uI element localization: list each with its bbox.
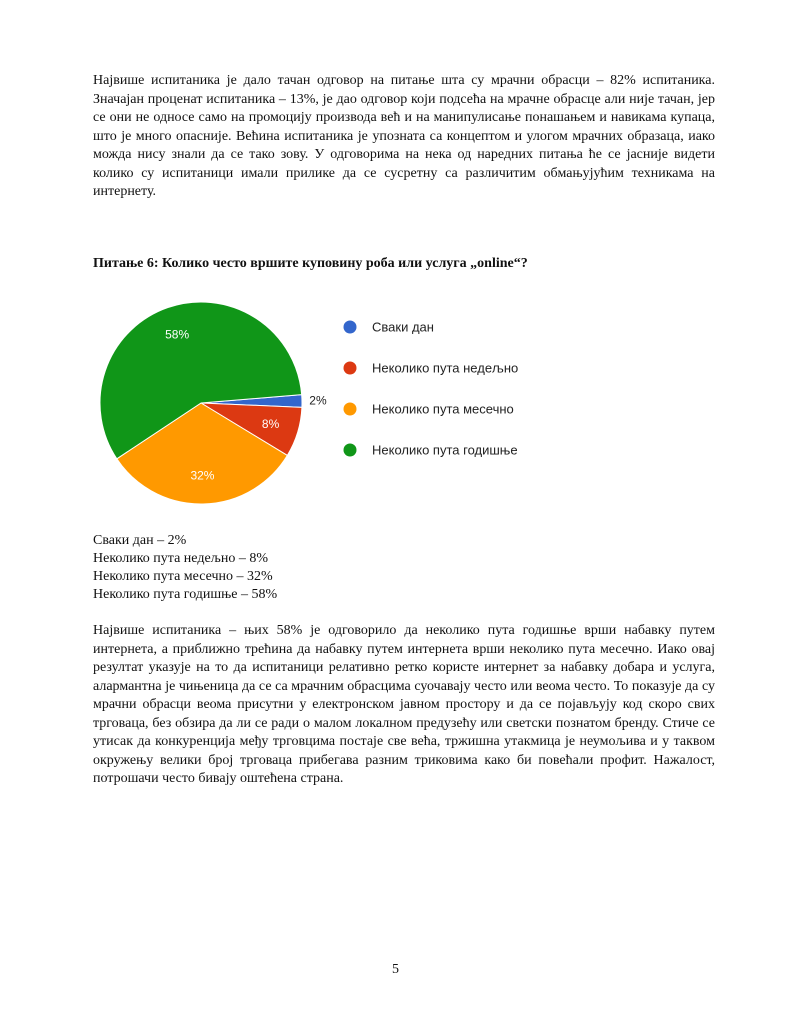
chart-legend — [344, 320, 519, 458]
pie-chart — [80, 290, 560, 515]
legend-marker — [344, 444, 357, 457]
page-number: 5 — [392, 962, 399, 977]
legend-marker — [344, 362, 357, 375]
conclusion-paragraph: Највише испитаника – њих 58% је одговорило да неколико пута годишње врши набавку путем интернета, а приближно трећина да набавку путем интернета врши неколико пута месечно. Иако овај резултат указује на то да испитаници релативно ретко користе интернет за набавку добара и услуга, алармантна је чињеница да се са мрачним обрасцима суочавају често или веома често. То показује да су мрачни обрасци веома присутни у електронском јавном простору и да се појављују код скоро свих трговаца, без обзира да ли се ради о малом локалном предузећу или светски познатом бренду. Стиче се утисак да конкуренција међу трговцима постаје све већа, тржишна утакмица је неумољива и у таквом окружењу велики број трговаца прибегава разним триковима како би повећали профит. Нажалост, потрошачи често бивају оштећена страна. — [93, 623, 715, 786]
summary-line: Неколико пута недељно – 8% — [93, 551, 268, 566]
pie-slice-label: 2% — [309, 393, 327, 408]
legend-label: Сваки дан — [372, 319, 434, 335]
summary-line: Неколико пута годишње – 58% — [93, 587, 278, 602]
intro-paragraph: Највише испитаника је дало тачан одговор на питање шта су мрачни обрасци – 82% испитаника. Значајан проценат испитаника – 13%, је дао одговор који подсећа на мрачне обрасце али није тачан, јер се они не односе само на промоцију производа већ и на манипулисање понашањем и навикама купаца, што је много опасније. Већина испитаника је упозната са концептом и улогом мрачних образаца, иако можда нису знали да се тако зову. У одговорима на нека од наредних питања ће се јасније видети колико су испитаници имали прилике да се сусретну са различитим обмањујућим техникама на интернету. — [93, 73, 715, 199]
legend-label: Неколико пута годишње — [372, 442, 518, 458]
summary-line: Сваки дан – 2% — [93, 533, 187, 548]
legend-marker — [344, 321, 357, 334]
legend-label: Неколико пута месечно — [372, 401, 514, 417]
legend-marker — [344, 403, 357, 416]
question-title: Питање 6: Колико често вршите куповину роба или услуга „online“? — [93, 256, 528, 271]
summary-line: Неколико пута месечно – 32% — [93, 569, 273, 584]
pie-slice-label: 58% — [165, 327, 190, 342]
pie-slice-label: 32% — [190, 468, 215, 483]
legend-label: Неколико пута недељно — [372, 360, 519, 376]
summary-list — [93, 532, 277, 604]
pie-slice-label: 8% — [261, 417, 280, 432]
